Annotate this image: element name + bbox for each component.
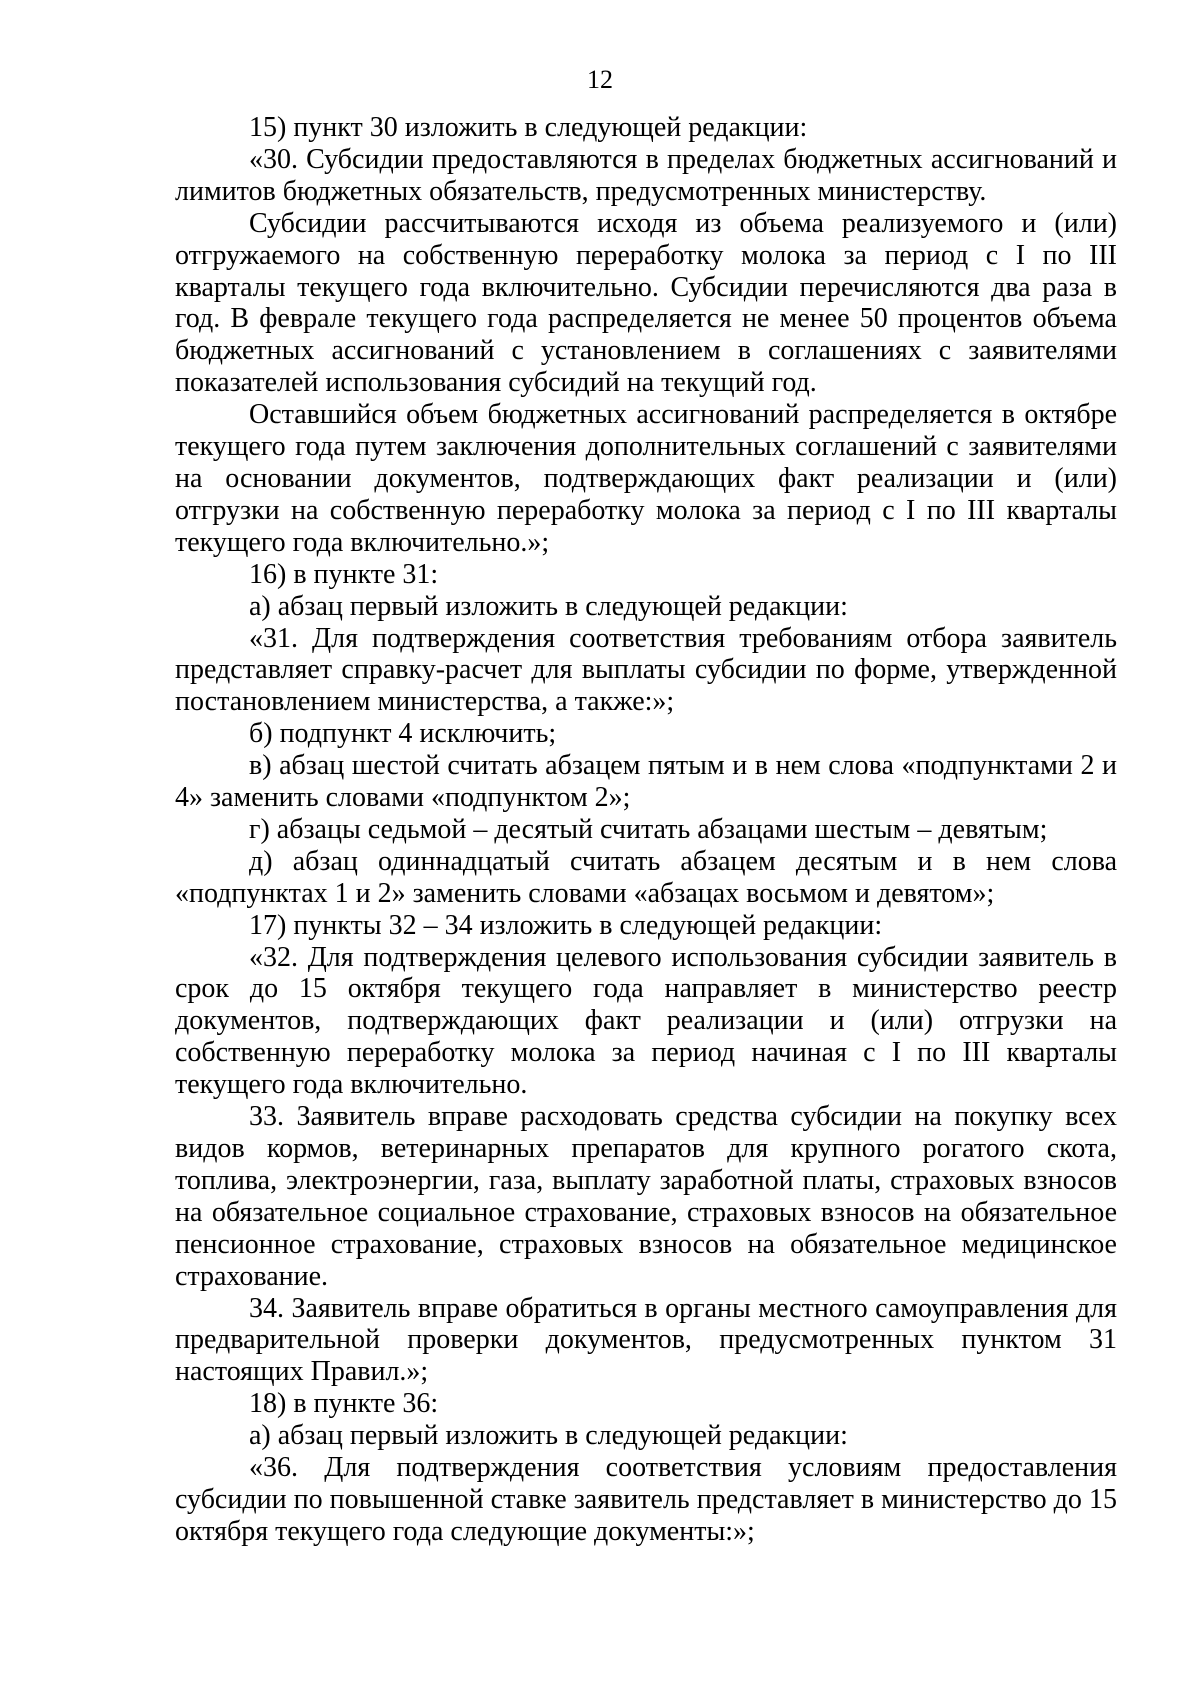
paragraph: в) абзац шестой считать абзацем пятым и в нем слова «подпунктами 2 и 4» заменить словами «подпунктом 2»; — [175, 750, 1117, 814]
paragraph: 15) пункт 30 изложить в следующей редакции: — [249, 112, 808, 143]
paragraph: Субсидии рассчитываются исходя из объема реализуемого и (или) отгружаемого на собственную переработку молока за период с I по III кварталы текущего года включительно. Субсидии перечисляются два раза в год. В феврале текущего года распределяется не менее 50 процентов объема бюджетных ассигнований с установлением в соглашениях с заявителями показателей использования субсидий на текущий год. — [175, 207, 1117, 399]
paragraph: «32. Для подтверждения целевого использования субсидии заявитель в срок до 15 октября текущего года направляет в министерство реестр документов, подтверждающих факт реализации и (или) отгрузки на собственную переработку молока за период начиная с I по III кварталы текущего года включительно. — [175, 941, 1117, 1101]
paragraph: 16) в пункте 31: — [249, 558, 439, 590]
paragraph: «31. Для подтверждения соответствия требованиям отбора заявитель представляет справку-расчет для выплаты субсидии по форме, утвержденной постановлением министерства, а также:»; — [175, 622, 1117, 718]
page-number: 12 — [587, 65, 613, 94]
paragraph: 34. Заявитель вправе обратиться в органы местного самоуправления для предварительной проверки документов, предусмотренных пунктом 31 настоящих Правил.»; — [175, 1292, 1117, 1388]
paragraph: г) абзацы седьмой – десятый считать абзацами шестым – девятым; — [249, 813, 1048, 845]
paragraph: «30. Субсидии предоставляются в пределах бюджетных ассигнований и лимитов бюджетных обязательств, предусмотренных министерству. — [175, 143, 1117, 207]
paragraph: а) абзац первый изложить в следующей редакции: — [249, 1420, 848, 1452]
paragraph: 33. Заявитель вправе расходовать средства субсидии на покупку всех видов кормов, ветеринарных препаратов для крупного рогатого скота, топлива, электроэнергии, газа, выплату заработной платы, страховых взносов на обязательное социальное страхование, страховых взносов на обязательное пенсионное страхование, страховых взносов на обязательное медицинское страхование. — [175, 1101, 1117, 1292]
paragraph: 18) в пункте 36: — [249, 1388, 439, 1420]
paragraph: д) абзац одиннадцатый считать абзацем десятым и в нем слова «подпунктах 1 и 2» заменить словами «абзацах восьмом и девятом»; — [175, 845, 1117, 909]
paragraph: 17) пункты 32 – 34 изложить в следующей редакции: — [249, 909, 883, 941]
paragraph: б) подпункт 4 исключить; — [249, 718, 557, 750]
paragraph: Оставшийся объем бюджетных ассигнований распределяется в октябре текущего года путем заключения дополнительных соглашений с заявителями на основании документов, подтверждающих факт реализации и (или) отгрузки на собственную переработку молока за период с I по III кварталы текущего года включительно.»; — [175, 399, 1117, 558]
paragraph: а) абзац первый изложить в следующей редакции: — [249, 590, 848, 622]
document-body — [175, 112, 1117, 1548]
paragraph: «36. Для подтверждения соответствия условиям предоставления субсидии по повышенной ставке заявитель представляет в министерство до 15 октября текущего года следующие документы:»; — [175, 1452, 1117, 1547]
